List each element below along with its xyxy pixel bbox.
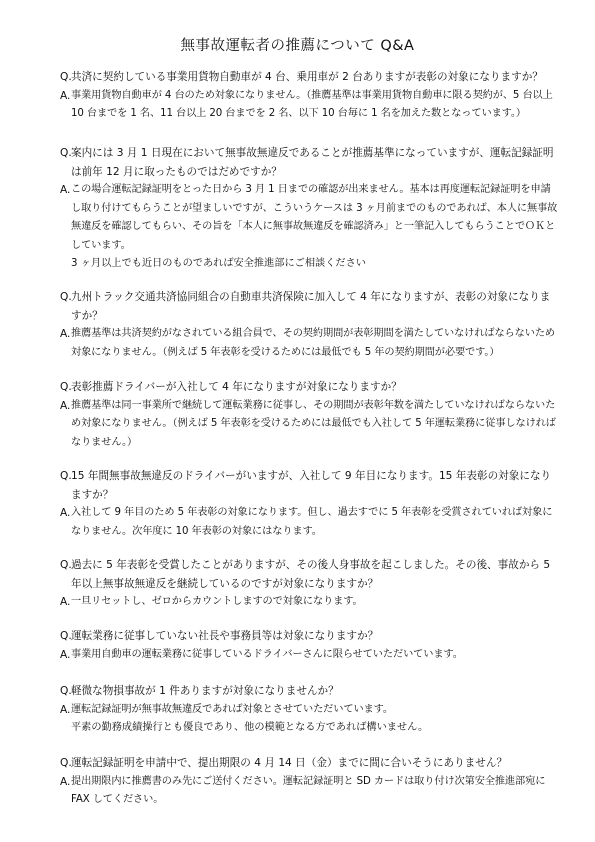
qa-item-7 — [60, 627, 560, 664]
question-text: 案内には 3 月 1 日現在において無事故無違反であることが推薦基準になっていますが、運転記録証明は前年 12 月に取ったものではだめですか？ — [71, 147, 554, 178]
question-text: 共済に契約している事業用貨物自動車が 4 台、乗用車が 2 台ありますが表彰の対象になりますか？ — [71, 71, 543, 83]
question — [60, 68, 560, 87]
answer-note: 3 ヶ月以上でも近日のものであれば安全推進部にご相談ください — [71, 258, 366, 269]
question-text: 過去に 5 年表彰を受賞したことがありますが、その後人身事故を起こしました。その後、事故から 5 年以上無事故無違反を継続しているのですが対象になりますか？ — [71, 559, 551, 590]
q-marker: Q. — [60, 71, 72, 83]
answer-text: 事業用貨物自動車が 4 台のため対象になりません。（推薦基準は事業用貨物自動車に限る契約が、5 台以上 10 台までを 1 名、11 台以上 20 台までを 2 名、以下 10 台毎に 1 名を加えた数となっています。） — [71, 89, 553, 119]
a-marker: A. — [60, 703, 71, 716]
a-marker: A. — [60, 89, 71, 102]
q-marker: Q. — [60, 381, 72, 393]
qa-item-5 — [60, 467, 560, 541]
q-marker: Q. — [60, 685, 72, 697]
q-marker: Q. — [60, 559, 72, 571]
answer-text: この場合運転記録証明をとった日から 3 月 1 日までの確認が出来ません。基本は再度運転記録証明を申請し取り付けてもらうことが望ましいですが、こういうケースは 3 ヶ月前までのものであれば、本人に無事故無違反を確認してもらい、その旨を「本人に無事故無違反を確認済み」と一筆記入してもらうことでＯＫとしています。 — [71, 184, 558, 251]
question-text: 運転業務に従事していない社長や事務員等は対象になりますか？ — [71, 630, 379, 642]
answer — [60, 773, 560, 810]
answer-text: 一旦リセットし、ゼロからカウントしますので対象になります。 — [71, 596, 363, 607]
question — [60, 682, 560, 701]
q-marker: Q. — [60, 147, 72, 159]
answer-text: 入社して 9 年目のため 5 年表彰の対象になります。但し、過去すでに 5 年表彰を受賞されていれば対象になりません。次年度に 10 年表彰の対象にはなります。 — [71, 507, 553, 537]
a-marker: A. — [60, 507, 71, 519]
question-text: 軽微な物損事故が 1 件ありますが対象になりませんか？ — [71, 685, 339, 697]
a-marker: A. — [60, 596, 71, 608]
page-title: 無事故運転者の推薦について Q&A — [180, 38, 415, 54]
a-marker: A. — [60, 399, 71, 412]
qa-item-9 — [60, 754, 560, 810]
qa-item-3 — [60, 288, 560, 362]
q-marker: Q. — [60, 757, 72, 769]
answer — [60, 593, 560, 612]
question-text: 15 年間無事故無違反のドライバーがいますが、入社して 9 年目になります。15 年表彰の対象になりますか？ — [71, 470, 552, 501]
qa-item-2 — [60, 144, 560, 274]
question-text: 九州トラック交通共済協同組合の自動車共済保険に加入して 4 年になりますが、表彰の対象になりますか？ — [71, 291, 551, 322]
answer-text: 提出期限内に推薦書のみ先にご送付ください。運転記録証明と SD カードは取り付け次第安全推進部宛に FAX してください。 — [71, 775, 546, 805]
a-marker: A. — [60, 328, 71, 340]
question — [60, 627, 560, 646]
answer-text: 運転記録証明が無事故無違反であれば対象とさせていただいています。 — [71, 703, 393, 715]
question — [60, 378, 560, 397]
answer — [60, 397, 560, 453]
a-marker: A. — [60, 775, 71, 788]
question — [60, 754, 560, 773]
qa-item-4 — [60, 378, 560, 452]
answer-text: 推薦基準は同一事業所で継続して運転業務に従事し、その期間が表彰年数を満たしていなければならないため対象になりません。（例えば 5 年表彰を受けるためには最低でも入社して 5 年運転業務に従事しなければなりません。） — [71, 399, 556, 448]
question — [60, 556, 560, 593]
answer-note: 平素の勤務成績操行とも優良であり、他の模範となる方であれば構いません。 — [71, 722, 429, 733]
answer — [60, 181, 560, 255]
answer — [60, 646, 560, 665]
answer — [60, 504, 560, 541]
a-marker: A. — [60, 648, 71, 661]
q-marker: Q. — [60, 470, 72, 482]
answer — [60, 701, 560, 720]
answer — [60, 87, 560, 124]
question — [60, 144, 560, 181]
q-marker: Q. — [60, 291, 72, 303]
question-text: 運転記録証明を申請中で、提出期限の 4 月 14 日（金）までに間に合いそうにありません？ — [71, 757, 508, 769]
a-marker: A. — [60, 184, 71, 196]
qa-item-6 — [60, 556, 560, 612]
question-text: 表彰推薦ドライバーが入社して 4 年になりますが対象になりますか？ — [71, 381, 402, 393]
qa-item-8 — [60, 682, 560, 738]
answer — [60, 325, 560, 362]
question — [60, 467, 560, 504]
q-marker: Q. — [60, 630, 72, 642]
question — [60, 288, 560, 325]
answer-text: 推薦基準は共済契約がなされている組合員で、その契約期間が表彰期間を満たしていなければならないため対象になりません。（例えば 5 年表彰を受けるためには最低でも 5 年の契約期間が必要です。） — [71, 328, 555, 358]
answer-text: 事業用自動車の運転業務に従事しているドライバーさんに限らせていただいています。 — [71, 648, 463, 660]
qa-item-1 — [60, 68, 560, 124]
